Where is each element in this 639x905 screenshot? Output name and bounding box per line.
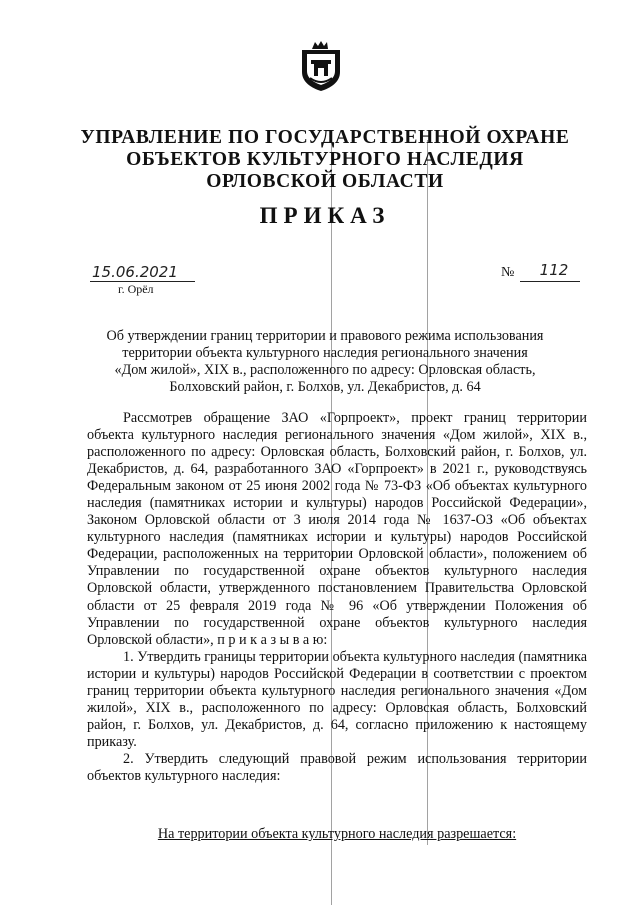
preamble-paragraph: Рассмотрев обращение ЗАО «Горпроект», проект границ территории объекта культурного наследия регионального значения «Дом жилой», XIX в., расположенного по адресу: Орловская область, Болховский район, г. Болхов, ул. Декабристов, д. 64, разработанного ЗАО «Горпроект» в 2021 г., руководствуясь Федеральным законом от 25 июня 2002 года № 73-ФЗ «Об объектах культурного наследия (памятниках истории и культуры) народов Российской Федерации», Законом Орловской области от 3 июля 2014 года № 1637-ОЗ «Об объектах культурного наследия (памятниках истории и культуры) народов Российской Федерации, расположенных на территории Орловской области», положением об Управлении по государственной охране объектов культурного наследия Орловской области, утвержденного постановлением Правительства Орловской области от 25 февраля 2019 года № 96 «Об утверждении Положения об Управлении по государственной охране объектов культурного наследия Орловской области», п р и к а з ы в а ю: xyxy=(87,410,587,648)
number-label: № xyxy=(501,265,515,280)
subject-line: территории объекта культурного наследия регионального значения xyxy=(122,345,528,361)
authority-title-line-2: ОБЪЕКТОВ КУЛЬТУРНОГО НАСЛЕДИЯ xyxy=(126,149,524,170)
order-body xyxy=(87,410,587,785)
authority-title-line-1: УПРАВЛЕНИЕ ПО ГОСУДАРСТВЕННОЙ ОХРАНЕ xyxy=(80,127,570,148)
order-city: г. Орёл xyxy=(118,282,154,296)
clause-1-paragraph: 1. Утвердить границы территории объекта культурного наследия (памятника истории и культуры) народов Российской Федерации в соответствии с проектом границ территории объекта культурного наследия регионального значения «Дом жилой», XIX в., расположенного по адресу: Орловская область, Болховский район, г. Болхов, ул. Декабристов, д. 64, согласно приложению к настоящему приказу. xyxy=(87,648,587,750)
number-underline xyxy=(520,281,580,282)
subject-line: Болховский район, г. Болхов, ул. Декабристов, д. 64 xyxy=(169,379,481,395)
document-type: ПРИКАЗ xyxy=(259,203,391,228)
orel-coat-of-arms-icon xyxy=(298,40,344,92)
authority-title-line-3: ОРЛОВСКОЙ ОБЛАСТИ xyxy=(206,171,444,192)
subject-line: Об утверждении границ территории и правового режима использования xyxy=(106,328,544,344)
order-subject xyxy=(70,328,580,396)
permitted-uses-heading xyxy=(87,826,587,843)
order-date: 15.06.2021 xyxy=(92,263,178,281)
clause-2-paragraph: 2. Утвердить следующий правовой режим использования территории объектов культурного наследия: xyxy=(87,750,587,784)
order-number: 112 xyxy=(539,261,569,279)
permitted-uses-heading-text: На территории объекта культурного наследия разрешается: xyxy=(157,826,517,842)
subject-line: «Дом жилой», XIX в., расположенного по адресу: Орловская область, xyxy=(114,362,536,378)
